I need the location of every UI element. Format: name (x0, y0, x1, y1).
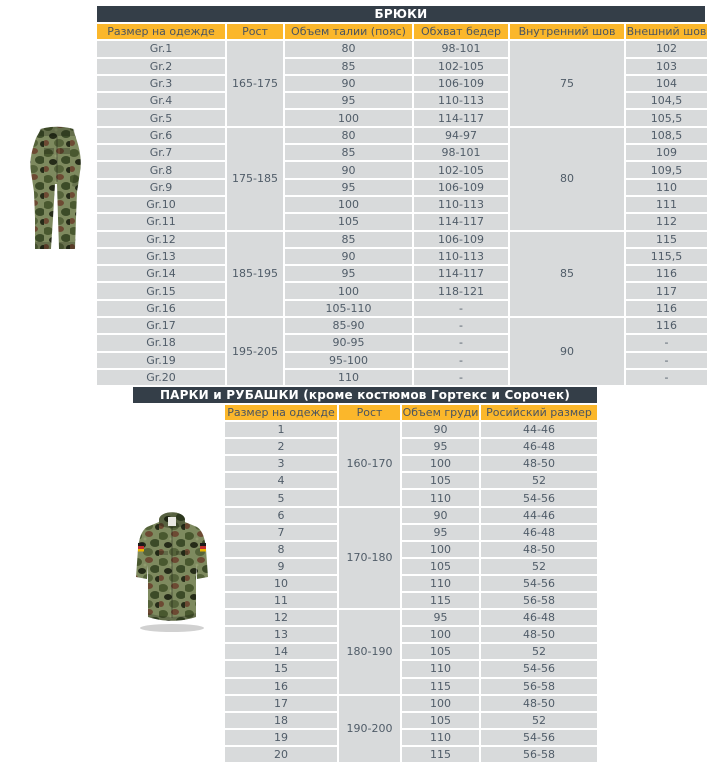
cell-height-range: 175-185 (227, 128, 283, 230)
cell-chest: 105 (402, 644, 479, 659)
cell-outer-seam: 115 (626, 232, 707, 247)
cell-waist: 90 (285, 76, 412, 91)
cell-size-label: Gr.2 (97, 59, 225, 74)
cell-chest: 100 (402, 456, 479, 471)
pants-size-table (95, 22, 707, 387)
parkas-table-title: ПАРКИ и РУБАШКИ (кроме костюмов Гортекс и Сорочек) (133, 387, 597, 403)
cell-waist: 85 (285, 232, 412, 247)
cell-size-label: Gr.16 (97, 301, 225, 316)
column-header: Внешний шов (626, 25, 707, 39)
cell-waist: 80 (285, 41, 412, 56)
cell-size-label: 2 (225, 439, 337, 454)
cell-russian-size: 48-50 (481, 456, 597, 471)
table-row (97, 41, 707, 56)
cell-chest: 100 (402, 696, 479, 711)
cell-size-label: Gr.4 (97, 93, 225, 108)
cell-outer-seam: 103 (626, 59, 707, 74)
cell-outer-seam: 102 (626, 41, 707, 56)
cell-inner-seam: 75 (510, 41, 624, 125)
cell-size-label: 7 (225, 525, 337, 540)
cell-size-label: Gr.19 (97, 353, 225, 368)
cell-russian-size: 46-48 (481, 439, 597, 454)
cell-outer-seam: 109 (626, 145, 707, 160)
cell-waist: 90 (285, 162, 412, 177)
cell-outer-seam: 115,5 (626, 249, 707, 264)
cell-size-label: Gr.10 (97, 197, 225, 212)
cell-outer-seam: 112 (626, 214, 707, 229)
cell-russian-size: 48-50 (481, 627, 597, 642)
jacket-image-box (133, 403, 223, 633)
cell-height-range: 180-190 (339, 610, 400, 693)
cell-waist: 100 (285, 110, 412, 125)
cell-outer-seam: 105,5 (626, 110, 707, 125)
cell-hips: 102-105 (414, 162, 508, 177)
cell-chest: 105 (402, 559, 479, 574)
parkas-size-table-section (131, 387, 599, 764)
cell-russian-size: 52 (481, 644, 597, 659)
table-row (225, 508, 597, 523)
table-row (225, 559, 597, 574)
cell-waist: 110 (285, 370, 412, 385)
cell-chest: 115 (402, 593, 479, 608)
table-row (225, 542, 597, 557)
table-row (225, 422, 597, 437)
cell-chest: 110 (402, 730, 479, 745)
cell-size-label: 6 (225, 508, 337, 523)
cell-size-label: 16 (225, 679, 337, 694)
cell-russian-size: 52 (481, 473, 597, 488)
column-header: Размер на одежде (225, 405, 337, 420)
cell-size-label: Gr.18 (97, 335, 225, 350)
cell-size-label: Gr.5 (97, 110, 225, 125)
cell-waist: 95 (285, 93, 412, 108)
cell-size-label: 19 (225, 730, 337, 745)
cell-chest: 110 (402, 576, 479, 591)
cell-russian-size: 46-48 (481, 610, 597, 625)
column-header: Объем талии (пояс) (285, 24, 412, 39)
camo-jacket-photo (133, 505, 211, 633)
cell-size-label: Gr.1 (97, 41, 225, 56)
cell-chest: 105 (402, 713, 479, 728)
cell-hips: 106-109 (414, 232, 508, 247)
cell-height-range: 160-170 (339, 422, 400, 505)
cell-outer-seam: 116 (626, 301, 707, 316)
cell-size-label: 11 (225, 593, 337, 608)
cell-waist: 105-110 (285, 301, 412, 316)
cell-waist: 95 (285, 180, 412, 195)
cell-chest: 115 (402, 747, 479, 762)
table-row (225, 525, 597, 540)
cell-waist: 85-90 (285, 318, 412, 333)
cell-hips: 110-113 (414, 249, 508, 264)
cell-russian-size: 52 (481, 713, 597, 728)
cell-chest: 110 (402, 661, 479, 676)
pants-size-table-section (95, 6, 707, 387)
cell-size-label: Gr.13 (97, 249, 225, 264)
table-row (97, 318, 707, 333)
cell-size-label: Gr.12 (97, 232, 225, 247)
cell-chest: 90 (402, 508, 479, 523)
cell-size-label: 14 (225, 644, 337, 659)
cell-russian-size: 44-46 (481, 422, 597, 437)
table-row (225, 661, 597, 676)
column-header: Рост (339, 405, 400, 420)
cell-hips: 118-121 (414, 283, 508, 298)
cell-chest: 95 (402, 525, 479, 540)
cell-waist: 85 (285, 145, 412, 160)
column-header: Объем груди (402, 406, 479, 420)
cell-size-label: 3 (225, 456, 337, 471)
cell-russian-size: 46-48 (481, 525, 597, 540)
column-header: Росийский размер (481, 405, 597, 420)
cell-size-label: 1 (225, 422, 337, 437)
cell-chest: 95 (402, 610, 479, 625)
cell-waist: 100 (285, 197, 412, 212)
table-row (225, 576, 597, 591)
cell-size-label: 20 (225, 747, 337, 762)
cell-hips: 114-117 (414, 110, 508, 125)
pants-table-title: БРЮКИ (97, 6, 705, 22)
cell-outer-seam: 111 (626, 197, 707, 212)
cell-waist: 90-95 (285, 335, 412, 350)
pants-icon (18, 122, 94, 254)
table-row (97, 128, 707, 143)
cell-hips: 106-109 (414, 180, 508, 195)
cell-size-label: Gr.20 (97, 370, 225, 385)
cell-size-label: Gr.6 (97, 128, 225, 143)
cell-size-label: 15 (225, 661, 337, 676)
column-header: Размер на одежде (97, 24, 225, 39)
cell-russian-size: 56-58 (481, 593, 597, 608)
cell-hips: - (414, 301, 508, 316)
column-header: Рост (227, 24, 283, 39)
cell-hips: 98-101 (414, 145, 508, 160)
cell-size-label: 17 (225, 696, 337, 711)
cell-outer-seam: 109,5 (626, 162, 707, 177)
cell-russian-size: 56-58 (481, 747, 597, 762)
cell-chest: 100 (402, 627, 479, 642)
cell-outer-seam: 116 (626, 318, 707, 333)
cell-russian-size: 48-50 (481, 542, 597, 557)
table-row (97, 232, 707, 247)
table-row (225, 696, 597, 711)
cell-russian-size: 54-56 (481, 730, 597, 745)
cell-size-label: 4 (225, 473, 337, 488)
cell-inner-seam: 90 (510, 318, 624, 385)
cell-waist: 95 (285, 266, 412, 281)
cell-size-label: Gr.3 (97, 76, 225, 91)
cell-waist: 90 (285, 249, 412, 264)
cell-chest: 110 (402, 490, 479, 505)
cell-hips: 110-113 (414, 93, 508, 108)
table-row (225, 593, 597, 608)
cell-size-label: Gr.8 (97, 162, 225, 177)
column-header: Обхват бедер (414, 24, 508, 39)
cell-hips: - (414, 318, 508, 333)
table-row (225, 747, 597, 762)
cell-height-range: 165-175 (227, 41, 283, 125)
cell-hips: 114-117 (414, 266, 508, 281)
cell-hips: 98-101 (414, 41, 508, 56)
cell-hips: 110-113 (414, 197, 508, 212)
table-row (225, 490, 597, 505)
cell-russian-size: 54-56 (481, 490, 597, 505)
cell-hips: - (414, 335, 508, 350)
table-row (225, 473, 597, 488)
cell-outer-seam: 117 (626, 283, 707, 298)
pants-header-row (97, 24, 707, 39)
table-row (225, 456, 597, 471)
cell-russian-size: 54-56 (481, 661, 597, 676)
cell-size-label: 10 (225, 576, 337, 591)
cell-waist: 95-100 (285, 353, 412, 368)
table-row (225, 627, 597, 642)
cell-russian-size: 44-46 (481, 508, 597, 523)
cell-size-label: Gr.15 (97, 283, 225, 298)
cell-outer-seam: - (626, 335, 707, 350)
cell-inner-seam: 85 (510, 232, 624, 316)
parkas-size-table (223, 403, 599, 764)
cell-waist: 85 (285, 59, 412, 74)
cell-outer-seam: 104,5 (626, 93, 707, 108)
parkas-header-row (225, 405, 597, 420)
cell-size-label: Gr.7 (97, 145, 225, 160)
table-row (225, 610, 597, 625)
cell-chest: 90 (402, 422, 479, 437)
cell-outer-seam: 110 (626, 180, 707, 195)
cell-height-range: 170-180 (339, 508, 400, 609)
cell-chest: 105 (402, 473, 479, 488)
cell-hips: - (414, 353, 508, 368)
cell-size-label: Gr.11 (97, 214, 225, 229)
cell-height-range: 185-195 (227, 232, 283, 316)
cell-hips: 114-117 (414, 214, 508, 229)
cell-waist: 105 (285, 214, 412, 229)
cell-waist: 100 (285, 283, 412, 298)
cell-outer-seam: 104 (626, 76, 707, 91)
cell-waist: 80 (285, 128, 412, 143)
cell-outer-seam: 116 (626, 266, 707, 281)
table-row (225, 730, 597, 745)
cell-hips: 106-109 (414, 76, 508, 91)
cell-size-label: 5 (225, 490, 337, 505)
cell-size-label: 8 (225, 542, 337, 557)
cell-height-range: 190-200 (339, 696, 400, 762)
cell-size-label: 13 (225, 627, 337, 642)
cell-size-label: Gr.14 (97, 266, 225, 281)
german-flag-patch-left (138, 543, 144, 552)
cell-russian-size: 54-56 (481, 576, 597, 591)
cell-inner-seam: 80 (510, 128, 624, 230)
cell-chest: 100 (402, 542, 479, 557)
cell-outer-seam: - (626, 353, 707, 368)
cell-chest: 95 (402, 439, 479, 454)
table-row (225, 713, 597, 728)
german-flag-patch-right (200, 543, 206, 552)
cell-size-label: Gr.17 (97, 318, 225, 333)
cell-hips: - (414, 370, 508, 385)
table-row (225, 644, 597, 659)
cell-russian-size: 56-58 (481, 679, 597, 694)
cell-height-range: 195-205 (227, 318, 283, 385)
cell-chest: 115 (402, 679, 479, 694)
column-header: Внутренний шов (510, 24, 624, 39)
cell-outer-seam: 108,5 (626, 128, 707, 143)
table-row (225, 439, 597, 454)
cell-russian-size: 48-50 (481, 696, 597, 711)
cell-size-label: 18 (225, 713, 337, 728)
camo-pants-photo (18, 122, 94, 258)
cell-size-label: 9 (225, 559, 337, 574)
cell-hips: 102-105 (414, 59, 508, 74)
cell-outer-seam: - (626, 370, 707, 385)
table-row (225, 679, 597, 694)
cell-russian-size: 52 (481, 559, 597, 574)
cell-hips: 94-97 (414, 128, 508, 143)
cell-size-label: Gr.9 (97, 180, 225, 195)
cell-size-label: 12 (225, 610, 337, 625)
